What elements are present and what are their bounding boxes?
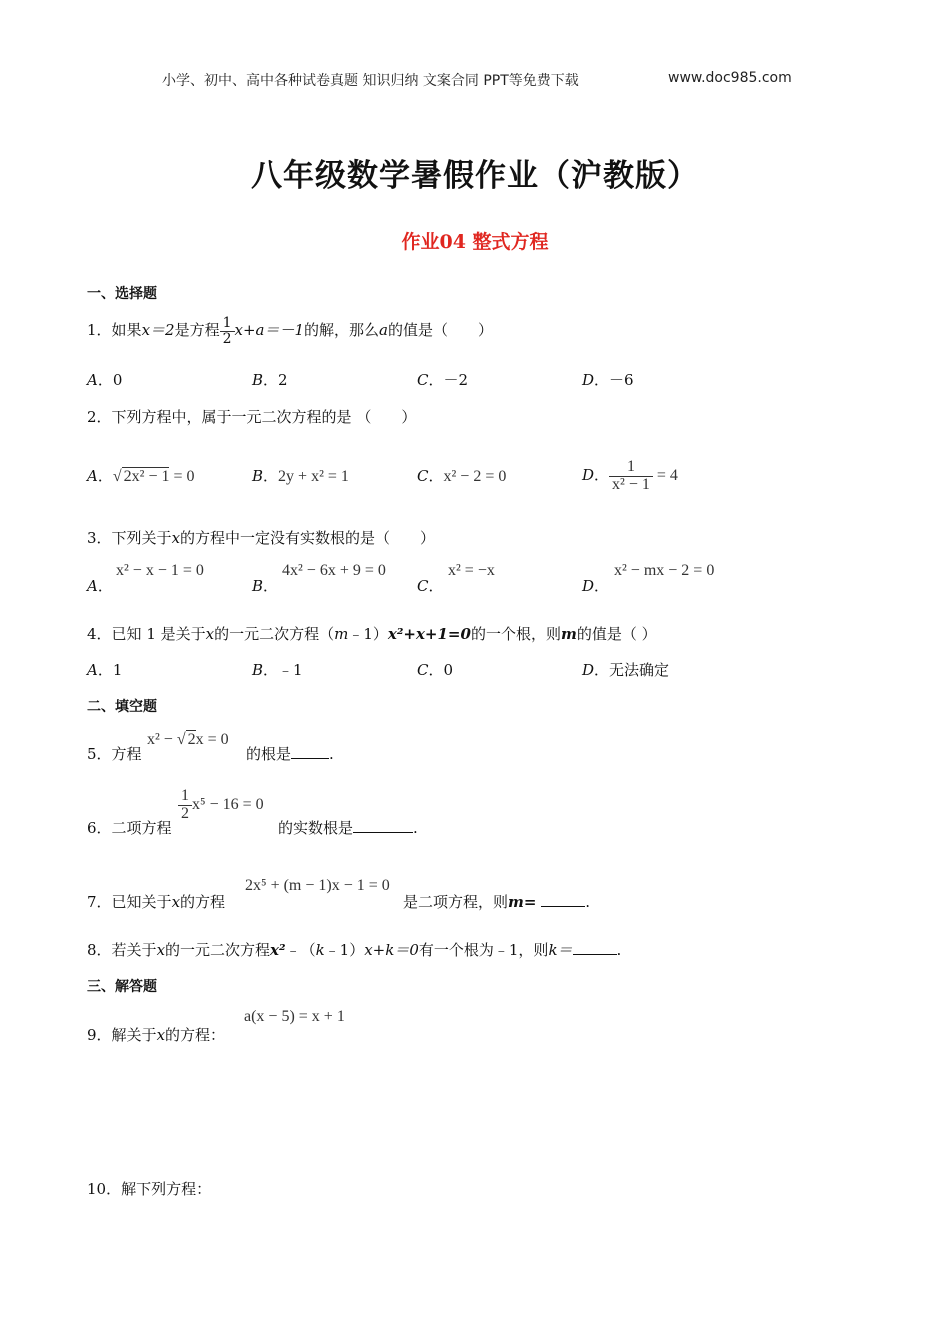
q8-mid: 的一元二次方程: [165, 941, 271, 959]
q2-d-fraction: [609, 459, 653, 494]
q2-number: 2．: [87, 408, 112, 426]
q3-option-b: B．: [252, 577, 279, 595]
option-letter: A: [87, 661, 98, 679]
q4-option-b: B．﹣1: [252, 661, 303, 679]
frac-num: 1: [178, 788, 192, 806]
q5-formula: x² − √ 2x = 0: [147, 731, 229, 748]
page-title: 八年级数学暑假作业（沪教版）: [251, 158, 699, 194]
header-site: www.doc985.com: [668, 70, 792, 86]
q4-number: 4．: [87, 625, 112, 643]
q1-option-b: B．2: [252, 371, 288, 389]
q1-cond: x＝2: [141, 321, 175, 339]
option-letter: D: [582, 371, 595, 389]
option-letter: B: [252, 371, 264, 389]
q9-number: 9．: [87, 1026, 112, 1044]
option-letter: A: [87, 467, 98, 485]
sqrt-sign: √: [112, 468, 122, 485]
frac-den: x² − 1: [612, 475, 650, 493]
q6-tail: [278, 817, 418, 838]
q6-fraction: [178, 788, 192, 823]
q3-c-formula: x² = −x: [448, 562, 495, 579]
page-subtitle: 作业04 整式方程: [401, 231, 549, 253]
q2-option-d: D． $\frac{1}{\text{x² − 1}}$ = 4: [582, 458, 678, 493]
q4-mid: 的一元二次方程（: [214, 625, 335, 643]
q7-mid: 的方程: [180, 893, 226, 911]
q5-eq-b: x = 0: [195, 731, 229, 748]
q6-formula: [178, 788, 264, 823]
option-rhs: = 4: [652, 467, 678, 484]
q3-option-d: D．: [582, 577, 610, 595]
option-text: ﹣1: [278, 661, 303, 679]
option-letter: D: [582, 577, 595, 595]
option-text: 1: [112, 661, 123, 679]
question-6: [87, 817, 172, 838]
question-5: [87, 743, 142, 764]
q8-end: .: [616, 941, 622, 959]
section-choice: 一、选择题: [87, 286, 157, 302]
section-fill: 二、填空题: [87, 699, 157, 715]
option-rhs: = 0: [169, 468, 195, 485]
q4-m: m: [334, 625, 349, 643]
q7-answer-blank[interactable]: [541, 892, 585, 907]
question-3: [87, 527, 435, 548]
q8-mid2: ﹣（: [285, 941, 316, 959]
q1-option-a: A．0: [87, 371, 123, 389]
q3-d-formula: x² − mx − 2 = 0: [614, 562, 715, 579]
q4-option-d: D．无法确定: [582, 661, 670, 679]
q3-option-a: A．: [87, 577, 113, 595]
option-formula: x² − 2 = 0: [443, 468, 507, 485]
q1-post: 的解，那么: [304, 321, 380, 339]
q1-frac-num: 1: [220, 316, 235, 332]
q9-var: x: [156, 1026, 166, 1044]
q7-formula: 2x⁵ + (m − 1)x − 1 = 0: [245, 877, 390, 894]
q1-number: 1．: [87, 321, 112, 339]
q3-var: x: [171, 529, 181, 547]
q1-mid: 是方程: [174, 321, 220, 339]
q5-tail: [246, 743, 334, 764]
option-letter: D: [582, 466, 595, 484]
q8-answer-blank[interactable]: [573, 940, 617, 955]
q4-mid2: ﹣1）: [348, 625, 388, 643]
q5-radicand: 2: [187, 731, 196, 748]
q6-eq: x⁵ − 16 = 0: [192, 795, 264, 813]
option-letter: B: [252, 661, 264, 679]
option-formula: 2y + x² = 1: [278, 468, 349, 485]
q3-number: 3．: [87, 529, 112, 547]
q9-post: 的方程：: [165, 1026, 226, 1044]
q7-var: x: [171, 893, 181, 911]
q4-option-c: C．0: [417, 661, 454, 679]
option-text: 0: [443, 661, 454, 679]
q1-option-c: C．－2: [417, 371, 469, 389]
option-text: 2: [278, 371, 288, 389]
q4-m2: m: [560, 625, 577, 643]
option-letter: C: [417, 371, 429, 389]
question-2: [87, 406, 416, 427]
q9-pre: 解关于: [111, 1026, 157, 1044]
radicand: 2x² − 1: [123, 468, 170, 485]
option-text: 0: [112, 371, 123, 389]
q10-text: 解下列方程：: [121, 1180, 212, 1198]
q5-post: 的根是: [246, 745, 292, 763]
header-text: 小学、初中、高中各种试卷真题 知识归纳 文案合同 PPT等免费下载: [162, 73, 579, 89]
q7-post: 是二项方程，则: [403, 893, 509, 911]
q1-frac-den: 2: [222, 330, 232, 347]
q4-option-a: A．1: [87, 661, 123, 679]
q2-text: 下列方程中，属于一元二次方程的是 （ ）: [111, 408, 417, 426]
q10-number: 10．: [87, 1180, 122, 1198]
q1-equation: x+a＝－1: [234, 321, 305, 339]
q6-end: .: [413, 819, 418, 837]
q8-var: x: [156, 941, 166, 959]
q7-number: 7．: [87, 893, 112, 911]
q5-number: 5．: [87, 745, 112, 763]
q8-pre: 若关于: [111, 941, 157, 959]
q5-pre: 方程: [111, 745, 142, 763]
q3-a-formula: x² − x − 1 = 0: [116, 562, 204, 579]
q6-pre: 二项方程: [111, 819, 172, 837]
option-letter: A: [87, 371, 98, 389]
q3-b-formula: 4x² − 6x + 9 = 0: [282, 562, 386, 579]
q3-pre: 下列关于: [111, 529, 172, 547]
q1-fraction: [220, 316, 235, 346]
frac-num: 1: [609, 459, 653, 477]
question-8: [87, 939, 621, 960]
q8-k: k: [315, 941, 325, 959]
q8-k2: k＝: [548, 941, 573, 959]
option-letter: A: [87, 577, 98, 595]
q6-answer-blank[interactable]: [353, 818, 413, 833]
q1-var: a: [379, 321, 388, 339]
q4-post: 的一个根，则: [470, 625, 561, 643]
q3-option-c: C．: [417, 577, 444, 595]
option-text: 无法确定: [609, 661, 670, 679]
question-1: [87, 312, 493, 348]
q9-formula: a(x − 5) = x + 1: [244, 1008, 345, 1025]
q4-var: x: [205, 625, 215, 643]
frac-den: 2: [181, 804, 189, 822]
option-letter: C: [417, 661, 429, 679]
question-9: [87, 1024, 225, 1045]
question-10: [87, 1178, 211, 1199]
option-letter: B: [252, 467, 264, 485]
option-letter: D: [582, 661, 595, 679]
q8-xk: x+k＝0: [364, 941, 419, 959]
q4-end: 的值是（ ）: [576, 625, 657, 643]
option-text: －2: [443, 371, 469, 389]
q4-eq: x²+x+1=0: [387, 625, 471, 643]
q1-option-d: D．－6: [582, 371, 634, 389]
q2-option-b: B．2y + x² = 1: [252, 467, 349, 485]
q6-number: 6．: [87, 819, 112, 837]
option-letter: C: [417, 577, 429, 595]
q7-tail: [403, 891, 590, 912]
q1-pre: 如果: [111, 321, 142, 339]
q6-post: 的实数根是: [278, 819, 354, 837]
q2-option-c: C．x² − 2 = 0: [417, 467, 507, 485]
q5-answer-blank[interactable]: [291, 744, 329, 759]
q8-mid3: ﹣1）: [324, 941, 365, 959]
q7-end: .: [585, 893, 591, 911]
option-text: －6: [609, 371, 634, 389]
question-4: [87, 623, 657, 644]
q8-x2: x²: [270, 941, 286, 959]
q7-pre: 已知关于: [111, 893, 172, 911]
q8-number: 8．: [87, 941, 112, 959]
q5-end: .: [329, 745, 334, 763]
q7-m: m=: [508, 893, 537, 911]
q8-post: 有一个根为﹣1，则: [418, 941, 549, 959]
section-solve: 三、解答题: [87, 979, 157, 995]
question-7: [87, 891, 225, 912]
q5-eq-a: x² −: [147, 731, 177, 748]
q2-option-a: A．√ 2x² − 1 = 0: [87, 467, 195, 485]
option-letter: C: [417, 467, 429, 485]
q3-post: 的方程中一定没有实数根的是（ ）: [180, 529, 436, 547]
option-letter: B: [252, 577, 264, 595]
q1-end: 的值是（ ）: [388, 321, 494, 339]
q4-pre: 已知 1 是关于: [111, 625, 206, 643]
